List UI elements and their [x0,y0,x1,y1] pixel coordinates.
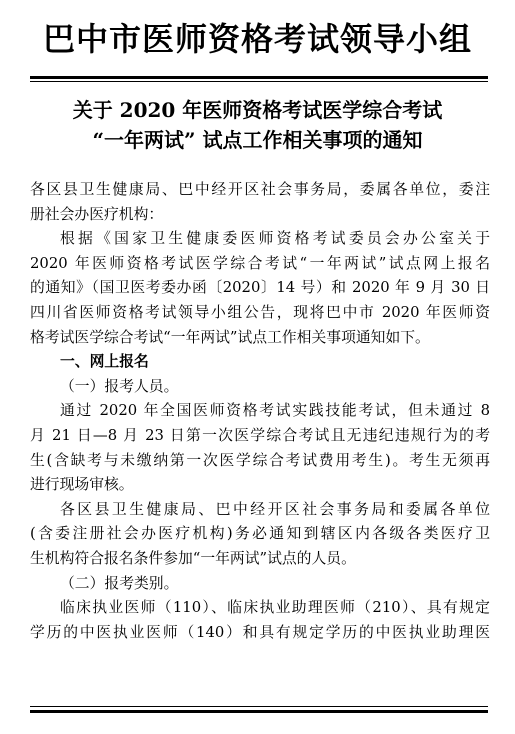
body-line: 学历的中医执业医师（140）和具有规定学历的中医执业助理医 [30,623,490,641]
body-line: (含委注册社会办医疗机构)务必通知到辖区内各级各类医疗卫 [30,525,490,543]
notice-title-line-2: “一年两试” 试点工作相关事项的通知 [92,128,423,152]
body-line: 通过 2020 年全国医师资格考试实践技能考试，但未通过 8 [60,402,490,420]
masthead-rule-thick [30,76,488,79]
body-line: 的通知》（国卫医考委办函〔2020〕14 号）和 2020 年 9 月 30 日 [30,279,490,297]
body-line: 月 21 日—8 月 23 日第一次医学综合考试且无违纪违规行为的考 [30,426,490,444]
body-line: 册社会办医疗机构： [30,205,164,223]
body-line: 各区县卫生健康局、巴中经开区社会事务局，委属各单位，委注 [30,181,490,198]
masthead-rule-thin [30,81,488,82]
body-line: 各区县卫生健康局、巴中经开区社会事务局和委属各单位 [60,500,490,518]
body-line: 格考试医学综合考试“一年两试”试点工作相关事项通知如下。 [30,328,430,346]
footer-rule-thin [30,706,488,707]
body-line: 生(含缺考与未缴纳第一次医学综合考试费用考生)。考生无须再 [30,451,490,469]
body-line: 2020 年医师资格考试医学综合考试“一年两试”试点网上报名 [30,254,490,272]
footer-rule-thick [30,710,488,713]
body-line: 四川省医师资格考试领导小组公告，现将巴中市 2020 年医师资 [30,303,490,321]
section-heading: 一、网上报名 [60,353,149,371]
masthead-organization: 巴中市医师资格考试领导小组 [42,20,472,58]
body-line: 进行现场审核。 [30,476,134,494]
body-line: 生机构符合报名条件参加“一年两试”试点的人员。 [30,549,356,567]
body-line: 临床执业医师（110）、临床执业助理医师（210）、具有规定 [60,599,490,617]
notice-title-line-1: 关于 2020 年医师资格考试医学综合考试 [72,98,443,122]
notice-body [30,178,490,645]
subsection-heading: （二）报考类别。 [60,574,179,592]
subsection-heading: （一）报考人员。 [60,377,179,395]
body-line: 根据《国家卫生健康委医师资格考试委员会办公室关于 [60,230,490,248]
